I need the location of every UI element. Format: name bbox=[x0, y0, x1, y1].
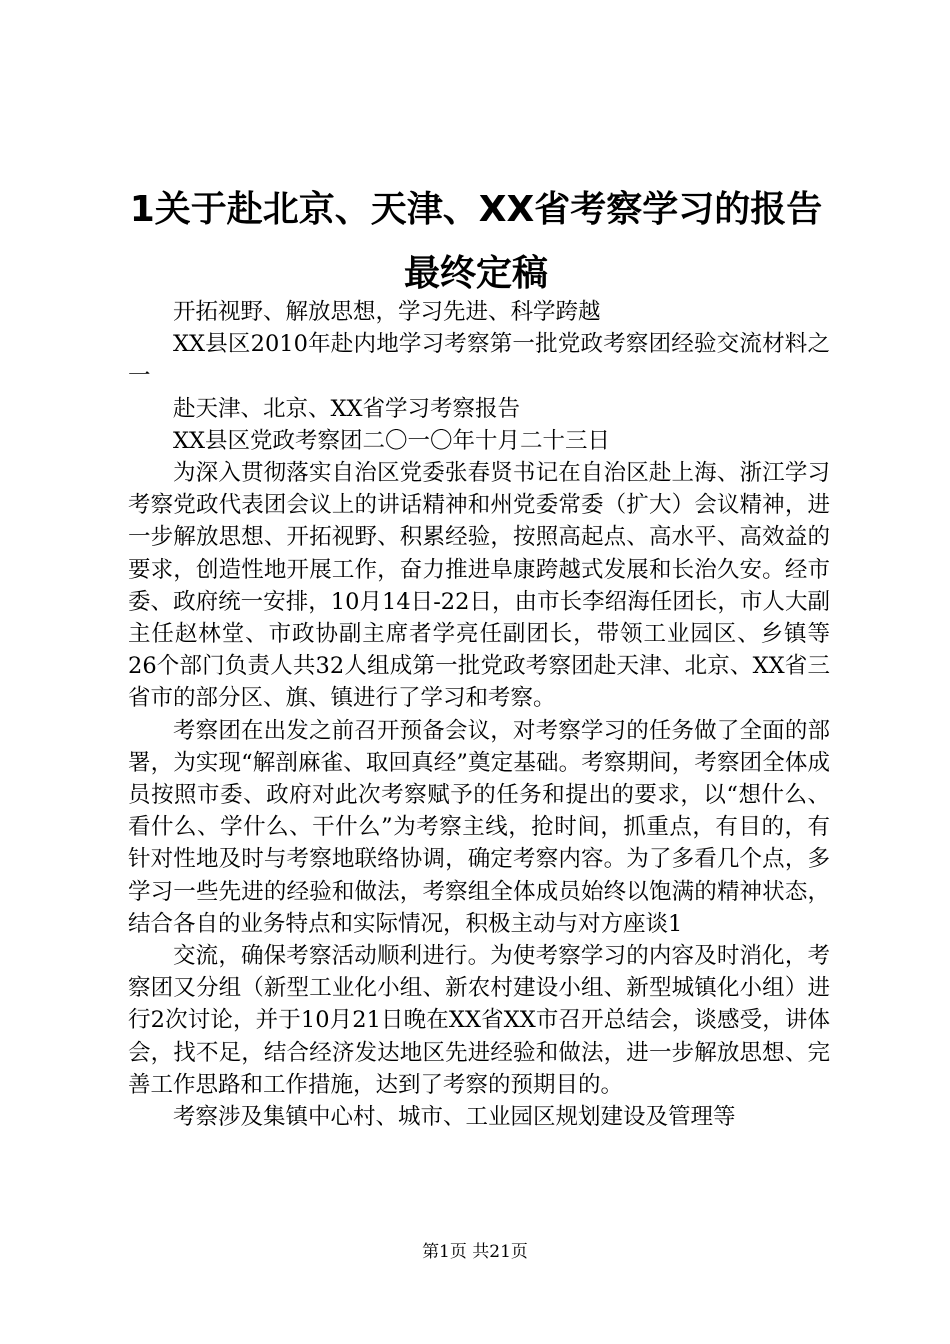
paragraph-body: 为深入贯彻落实自治区党委张春贤书记在自治区赴上海、浙江学习考察党政代表团会议上的讲话精神和州党委常委（扩大）会议精神，进一步解放思想、开拓视野、积累经验，按照高起点、高水平、高效益的要求，创造性地开展工作，奋力推进阜康跨越式发展和长治久安。经市委、政府统一安排，10月14日-22日，由市长李绍海任团长，市人大副主任赵林堂、市政协副主席者学亮任副团长，带领工业园区、乡镇等26个部门负责人共32人组成第一批党政考察团赴天津、北京、XX省三省市的部分区、旗、镇进行了学习和考察。 bbox=[128, 460, 830, 712]
document-body bbox=[128, 296, 830, 1133]
paragraph-slogan: 开拓视野、解放思想，学习先进、科学跨越 bbox=[173, 299, 601, 325]
page-number-footer: 第1页 共21页 bbox=[422, 1242, 528, 1262]
paragraph-report-name: 赴天津、北京、XX省学习考察报告 bbox=[173, 395, 521, 422]
document-title: 1关于赴北京、天津、XX省考察学习的报告最终定稿 bbox=[129, 189, 823, 294]
paragraph-body: 交流，确保考察活动顺利进行。为使考察学习的内容及时消化，考察团又分组（新型工业化小组、新农村建设小组、新型城镇化小组）进行2次讨论，并于10月21日晚在XX省XX市召开总结会，谈感受，讲体会，找不足，结合经济发达地区先进经验和做法，进一步解放思想、完善工作思路和工作措施，达到了考察的预期目的。 bbox=[128, 943, 830, 1098]
paragraph-subtitle: XX县区2010年赴内地学习考察第一批党政考察团经验交流材料之一 bbox=[128, 331, 830, 390]
paragraph-body: 考察涉及集镇中心村、城市、工业园区规划建设及管理等 bbox=[173, 1104, 736, 1131]
paragraph-body: 考察团在出发之前召开预备会议，对考察学习的任务做了全面的部署，为实现“解剖麻雀、取回真经”奠定基础。考察期间，考察团全体成员按照市委、政府对此次考察赋予的任务和提出的要求，以“想什么、看什么、学什么、干什么”为考察主线，抢时间，抓重点，有目的，有针对性地及时与考察地联络协调，确定考察内容。为了多看几个点，多学习一些先进的经验和做法，考察组全体成员始终以饱满的精神状态，结合各自的业务特点和实际情况，积极主动与对方座谈1 bbox=[128, 717, 830, 937]
paragraph-author-date: XX县区党政考察团二〇一〇年十月二十三日 bbox=[173, 427, 611, 454]
